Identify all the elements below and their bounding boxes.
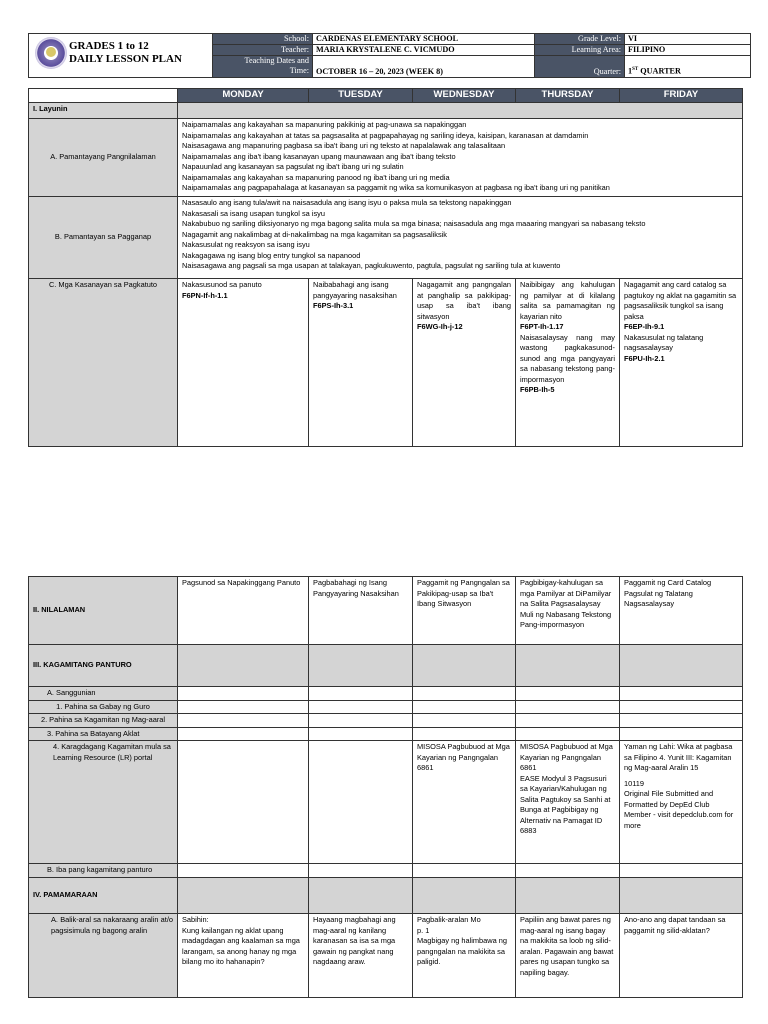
layunin-title: I. Layunin — [29, 103, 178, 119]
kasanayan-tuesday: Naibabahagi ang isang pangyayaring nasaksihan F6PS-Ih-3.1 — [309, 279, 413, 447]
content-line: Napauunlad ang kasanayan sa pagsulat ng iba't ibang uri ng sulatin — [182, 162, 404, 171]
nilalaman-wednesday: Paggamit ng Pangngalan sa Pakikipag-usap sa Iba't Ibang Sitwasyon — [413, 577, 516, 645]
teacher-value: MARIA KRYSTALENE C. VICMUDO — [313, 45, 535, 56]
pamantayan-sa-pagganap-content — [178, 197, 743, 279]
balik-aral-label: A. Balik-aral sa nakaraang aralin at/o pagsisimula ng bagong aralin — [29, 914, 178, 998]
content-line: Nakasusulat ng reaksyon sa isang isyu — [182, 240, 310, 249]
balik-aral-wednesday: Pagbalik-aralan Mo p. 1 Magbigay ng halimbawa ng pangngalan na makikita sa paligid. — [413, 914, 516, 998]
pamamaraan-title: IV. PAMAMARAAN — [29, 878, 178, 914]
deped-seal-icon — [35, 37, 67, 69]
nilalaman-title: II. NILALAMAN — [29, 577, 178, 645]
pamantayang-pangnilalaman-label: A. Pamantayang Pangnilalaman — [29, 119, 178, 197]
balik-aral-thursday: Papiliin ang bawat pares ng mag-aaral ng isang bagay na makikita sa loob ng silid-aralan. Pagawain ang bawat pares ng usapan tungko sa napiling bagay. — [516, 914, 620, 998]
nilalaman-thursday: Pagbibigay-kahulugan sa mga Pamilyar at DiPamilyar na Salita Pagsasalaysay Muli ng Nabasang Tekstong Pang-impormasyon — [516, 577, 620, 645]
lr-friday: Yaman ng Lahi: Wika at pagbasa sa Filipino 4. Yunit III: Kagamitan ng Mag-aaral Aralin 15 10119 Original File Submitted and Formatted by DepEd Club Member - visit depedclub.com for more — [620, 741, 743, 864]
school-label: School: — [213, 34, 313, 45]
logo-title-cell — [29, 34, 213, 78]
day-thursday: THURSDAY — [516, 89, 620, 103]
days-header-row — [29, 89, 743, 103]
day-monday: MONDAY — [178, 89, 309, 103]
content-line: Naipamamalas ang kakayahan sa mapanuring pakikinig at pag-unawa sa napakinggan — [182, 120, 467, 129]
nilalaman-tuesday: Pagbabahagi ng Isang Pangyayaring Nasaksihan — [309, 577, 413, 645]
layunin-table — [28, 88, 743, 447]
nilalaman-table — [28, 576, 743, 998]
dates-label: Teaching Dates and Time: — [213, 56, 313, 78]
grade-value: VI — [625, 34, 751, 45]
content-line: Naipamamalas ang kakayahan at tatas sa pagsasalita at pagpapahayag ng sariling ideya, kaisipan, karanasan at damdamin — [182, 130, 589, 140]
kagamitan-title: III. KAGAMITANG PANTURO — [29, 645, 178, 687]
quarter-value: 1ST QUARTER — [625, 56, 751, 78]
balik-aral-friday: Ano-ano ang dapat tandaan sa paggamit ng silid-aklatan? — [620, 914, 743, 998]
kasanayan-label: C. Mga Kasanayan sa Pagkatuto — [29, 279, 178, 447]
content-line: Nagagamit ang nakalimbag at di-nakalimbag na mga kagamitan sa pagsasaliksik — [182, 229, 447, 239]
balik-aral-monday: Sabihin: Kung kailangan ng aklat upang madagdagan ang kaalaman sa mga larangam, sa anong hanay ng mga bilang mo ito hahanapin? — [178, 914, 309, 998]
nilalaman-monday: Pagsunod sa Napakinggang Panuto — [178, 577, 309, 645]
pamantayan-sa-pagganap-label: B. Pamantayan sa Pagganap — [29, 197, 178, 279]
grade-label: Grade Level: — [535, 34, 625, 45]
kasanayan-monday: Nakasusunod sa panuto F6PN-If-h-1.1 — [178, 279, 309, 447]
iba-pang-kagamitan-label: B. Iba pang kagamitang panturo — [29, 864, 178, 878]
content-line: Nakabubuo ng sariling diksiyonaryo ng mga bagong salita mula sa mga binasa; naisasadula ang mga maaaring mangyari sa nabasang teksto — [182, 219, 646, 228]
area-value: FILIPINO — [625, 45, 751, 56]
corner-cell — [29, 89, 178, 103]
kasanayan-friday: Nagagamit ang card catalog sa pagtukoy ng aklat na gagamitin sa pagsasaliksik tungkol sa isang paksa F6EP-Ih-9.1 Nakasusulat ng talatang nagsasalaysay F6PU-Ih-2.1 — [620, 279, 743, 447]
day-tuesday: TUESDAY — [309, 89, 413, 103]
day-wednesday: WEDNESDAY — [413, 89, 516, 103]
nilalaman-friday: Paggamit ng Card Catalog Pagsulat ng Talatang Nagsasalaysay — [620, 577, 743, 645]
content-line: Nakasasali sa isang usapan tungkol sa isyu — [182, 208, 325, 218]
pamantayang-pangnilalaman-content — [178, 119, 743, 197]
area-label: Learning Area: — [535, 45, 625, 56]
content-line: Naisasagawa ang pagsali sa mga usapan at talakayan, pagkukuwento, pagtula, pagsulat ng sariling tula at kuwento — [182, 261, 561, 270]
content-line: Nakagagawa ng isang blog entry tungkol sa napanood — [182, 250, 361, 260]
kasanayan-thursday: Naibibigay ang kahulugan ng pamilyar at di kilalang salita sa pamamagitan ng kayarian nito F6PT-Ih-1.17 Naisasalaysay nang may wastong pagkakasunod-sunod ang mga pangyayari sa nabasang tekstong pang-impormasyon F6PB-Ih-5 — [516, 279, 620, 447]
content-line: Nasasaulo ang isang tula/awit na naisasadula ang isang isyu o paksa mula sa tekstong napakinggan — [182, 198, 512, 207]
lr-thursday: MISOSA Pagbubuod at Mga Kayarian ng Pangngalan 6861 EASE Modyul 3 Pagsusuri sa Kayarian/Kahulugan ng Salita Pagtukoy sa Sanhi at Bunga at Pagbibigay ng Alternativ na Pamagat ID 6883 — [516, 741, 620, 864]
teacher-label: Teacher: — [213, 45, 313, 56]
dates-value: OCTOBER 16 – 20, 2023 (WEEK 8) — [313, 56, 535, 78]
content-line: Naisasagawa ang mapanuring pagbasa sa iba't ibang uri ng teksto at napalalawak ang talasalitaan — [182, 141, 506, 150]
lr-portal-label: 4. Karagdagang Kagamitan mula sa Learning Resource (LR) portal — [29, 741, 178, 864]
lr-wednesday: MISOSA Pagbubuod at Mga Kayarian ng Pangngalan 6861 — [413, 741, 516, 864]
gabay-guro-label: 1. Pahina sa Gabay ng Guro — [29, 700, 178, 714]
layunin-title-fill — [178, 103, 743, 119]
quarter-label: Quarter: — [535, 56, 625, 78]
balik-aral-tuesday: Hayaang magbahagi ang mag-aaral ng kanilang karanasan sa isa sa mga gawain ng pangkat nang nagdaang araw. — [309, 914, 413, 998]
kagamitan-magaaral-label: 2. Pahina sa Kagamitan ng Mag-aaral — [29, 714, 178, 728]
kasanayan-wednesday: Nagagamit ang pangngalan at panghalip sa pakikipag-usap sa iba't ibang sitwasyon F6WG-Ih-j-12 — [413, 279, 516, 447]
batayang-aklat-label: 3. Pahina sa Batayang Aklat — [29, 727, 178, 741]
sanggunian-label: A. Sanggunian — [29, 687, 178, 701]
content-line: Naipamamalas ang kakayahan sa mapanuring panood ng iba't ibang uri ng media — [182, 172, 450, 182]
content-line: Naipamamalas ang pagpapahalaga at kasanayan sa paggamit ng wika sa komunikasyon at pagbasa ng iba't ibang uri ng panitikan — [182, 183, 610, 192]
page-title: GRADES 1 to 12 DAILY LESSON PLAN — [69, 40, 182, 65]
header-table — [28, 33, 751, 78]
school-value: CARDENAS ELEMENTARY SCHOOL — [313, 34, 535, 45]
content-line: Naipamamalas ang iba't ibang kasanayan upang maunawaan ang iba't ibang teksto — [182, 151, 456, 161]
day-friday: FRIDAY — [620, 89, 743, 103]
